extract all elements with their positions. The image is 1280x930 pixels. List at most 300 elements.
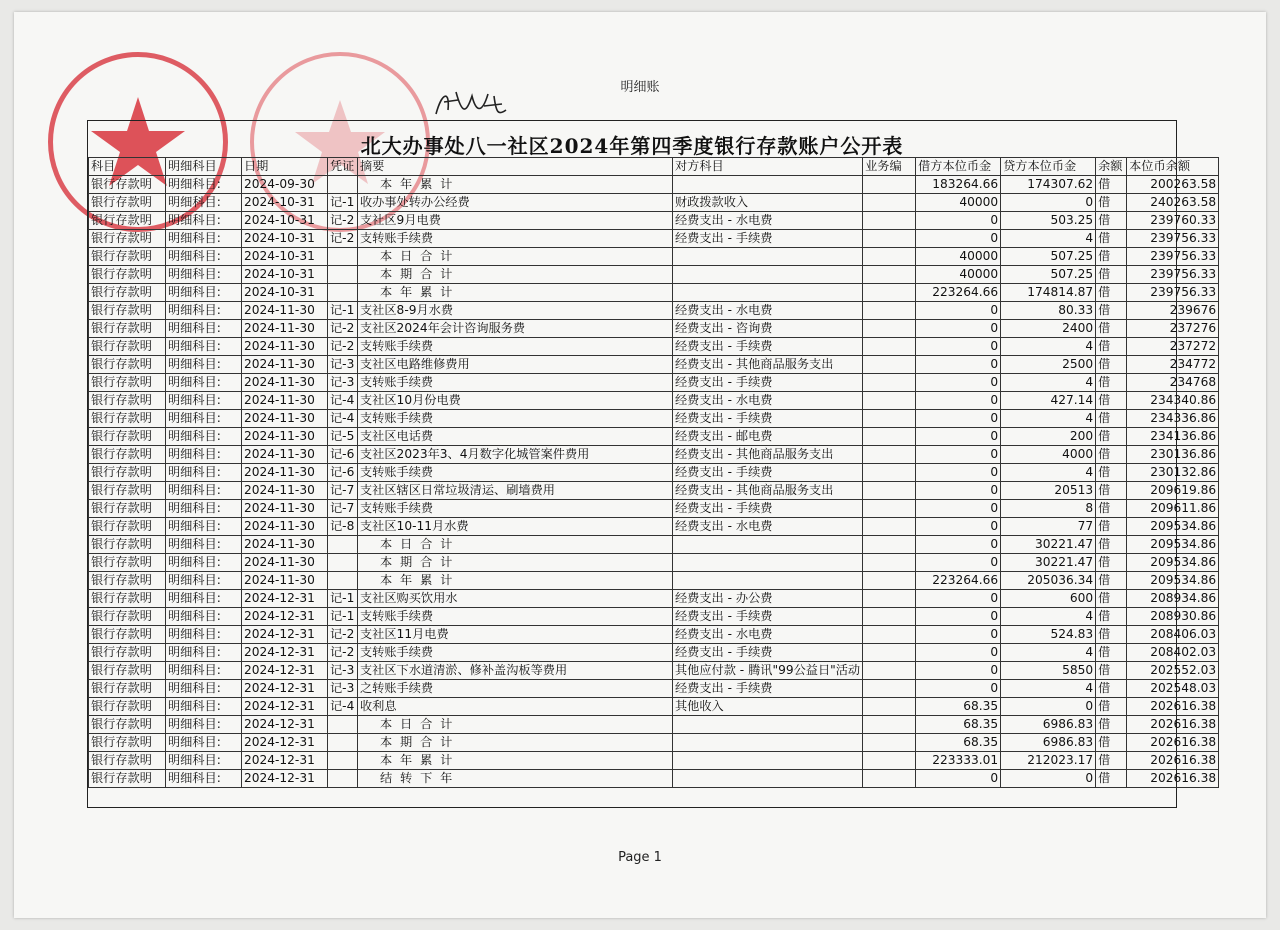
balance-cell: 202616.38 <box>1127 770 1219 788</box>
business-code-cell <box>863 194 916 212</box>
business-code-cell <box>863 608 916 626</box>
sub-account-cell: 明细科目: <box>166 446 242 464</box>
date-cell: 2024-11-30 <box>242 554 328 572</box>
sub-account-cell: 明细科目: <box>166 194 242 212</box>
column-header: 凭证 <box>328 158 358 176</box>
table-row <box>89 518 1219 536</box>
table-header-row <box>89 158 1219 176</box>
summary-cell: 支转账手续费 <box>358 230 673 248</box>
account-cell: 银行存款明 <box>89 374 166 392</box>
summary-cell: 支社区电路维修费用 <box>358 356 673 374</box>
date-cell: 2024-11-30 <box>242 374 328 392</box>
date-cell: 2024-12-31 <box>242 626 328 644</box>
table-row <box>89 446 1219 464</box>
sub-account-cell: 明细科目: <box>166 410 242 428</box>
counter-account-cell <box>673 176 863 194</box>
account-cell: 银行存款明 <box>89 680 166 698</box>
sub-account-cell: 明细科目: <box>166 212 242 230</box>
date-cell: 2024-12-31 <box>242 680 328 698</box>
business-code-cell <box>863 554 916 572</box>
table-row <box>89 644 1219 662</box>
voucher-cell: 记-8 <box>328 518 358 536</box>
voucher-cell <box>328 266 358 284</box>
account-cell: 银行存款明 <box>89 482 166 500</box>
direction-cell: 借 <box>1096 536 1127 554</box>
counter-account-cell: 经费支出 - 手续费 <box>673 680 863 698</box>
table-row <box>89 410 1219 428</box>
credit-cell: 30221.47 <box>1001 554 1096 572</box>
counter-account-cell: 经费支出 - 手续费 <box>673 644 863 662</box>
voucher-cell: 记-2 <box>328 230 358 248</box>
debit-cell: 0 <box>916 446 1001 464</box>
table-row <box>89 482 1219 500</box>
sub-account-cell: 明细科目: <box>166 662 242 680</box>
table-row <box>89 320 1219 338</box>
summary-cell: 本 年 累 计 <box>358 284 673 302</box>
debit-cell: 40000 <box>916 194 1001 212</box>
credit-cell: 0 <box>1001 194 1096 212</box>
voucher-cell <box>328 176 358 194</box>
voucher-cell: 记-4 <box>328 410 358 428</box>
voucher-cell: 记-6 <box>328 446 358 464</box>
counter-account-cell <box>673 248 863 266</box>
sub-account-cell: 明细科目: <box>166 356 242 374</box>
credit-cell: 6986.83 <box>1001 734 1096 752</box>
voucher-cell: 记-2 <box>328 644 358 662</box>
direction-cell: 借 <box>1096 500 1127 518</box>
debit-cell: 223264.66 <box>916 572 1001 590</box>
table-row <box>89 428 1219 446</box>
counter-account-cell: 经费支出 - 手续费 <box>673 410 863 428</box>
sub-account-cell: 明细科目: <box>166 554 242 572</box>
balance-cell: 234136.86 <box>1127 428 1219 446</box>
counter-account-cell: 财政拨款收入 <box>673 194 863 212</box>
direction-cell: 借 <box>1096 338 1127 356</box>
voucher-cell <box>328 536 358 554</box>
column-header: 科目 <box>89 158 166 176</box>
date-cell: 2024-12-31 <box>242 752 328 770</box>
credit-cell: 77 <box>1001 518 1096 536</box>
sub-account-cell: 明细科目: <box>166 266 242 284</box>
debit-cell: 0 <box>916 626 1001 644</box>
summary-cell: 支社区辖区日常垃圾清运、刷墙费用 <box>358 482 673 500</box>
account-cell: 银行存款明 <box>89 194 166 212</box>
credit-cell: 174307.62 <box>1001 176 1096 194</box>
balance-cell: 239676 <box>1127 302 1219 320</box>
credit-cell: 4 <box>1001 410 1096 428</box>
debit-cell: 223264.66 <box>916 284 1001 302</box>
business-code-cell <box>863 716 916 734</box>
column-header: 贷方本位币金 <box>1001 158 1096 176</box>
page-number: Page 1 <box>618 850 662 865</box>
direction-cell: 借 <box>1096 608 1127 626</box>
debit-cell: 183264.66 <box>916 176 1001 194</box>
balance-cell: 209534.86 <box>1127 554 1219 572</box>
balance-cell: 209534.86 <box>1127 572 1219 590</box>
table-row <box>89 212 1219 230</box>
date-cell: 2024-10-31 <box>242 212 328 230</box>
sub-account-cell: 明细科目: <box>166 518 242 536</box>
voucher-cell: 记-7 <box>328 482 358 500</box>
table-row <box>89 590 1219 608</box>
date-cell: 2024-11-30 <box>242 320 328 338</box>
summary-cell: 本 期 合 计 <box>358 734 673 752</box>
business-code-cell <box>863 734 916 752</box>
account-cell: 银行存款明 <box>89 338 166 356</box>
voucher-cell: 记-2 <box>328 212 358 230</box>
voucher-cell <box>328 248 358 266</box>
debit-cell: 0 <box>916 464 1001 482</box>
date-cell: 2024-11-30 <box>242 518 328 536</box>
counter-account-cell: 经费支出 - 其他商品服务支出 <box>673 446 863 464</box>
sub-account-cell: 明细科目: <box>166 428 242 446</box>
balance-cell: 239756.33 <box>1127 230 1219 248</box>
table-row <box>89 608 1219 626</box>
direction-cell: 借 <box>1096 194 1127 212</box>
direction-cell: 借 <box>1096 554 1127 572</box>
direction-cell: 借 <box>1096 590 1127 608</box>
balance-cell: 208402.03 <box>1127 644 1219 662</box>
direction-cell: 借 <box>1096 464 1127 482</box>
debit-cell: 223333.01 <box>916 752 1001 770</box>
column-header: 业务编 <box>863 158 916 176</box>
business-code-cell <box>863 482 916 500</box>
balance-cell: 208406.03 <box>1127 626 1219 644</box>
debit-cell: 40000 <box>916 266 1001 284</box>
table-row <box>89 680 1219 698</box>
balance-cell: 239756.33 <box>1127 284 1219 302</box>
voucher-cell: 记-7 <box>328 500 358 518</box>
table-row <box>89 176 1219 194</box>
balance-cell: 234768 <box>1127 374 1219 392</box>
table-row <box>89 752 1219 770</box>
counter-account-cell <box>673 266 863 284</box>
counter-account-cell <box>673 554 863 572</box>
debit-cell: 0 <box>916 392 1001 410</box>
summary-cell: 支社区电话费 <box>358 428 673 446</box>
account-cell: 银行存款明 <box>89 644 166 662</box>
direction-cell: 借 <box>1096 374 1127 392</box>
direction-cell: 借 <box>1096 626 1127 644</box>
date-cell: 2024-11-30 <box>242 356 328 374</box>
debit-cell: 0 <box>916 554 1001 572</box>
column-header: 本位币余额 <box>1127 158 1219 176</box>
table-row <box>89 464 1219 482</box>
account-cell: 银行存款明 <box>89 212 166 230</box>
debit-cell: 0 <box>916 356 1001 374</box>
business-code-cell <box>863 248 916 266</box>
sub-account-cell: 明细科目: <box>166 644 242 662</box>
credit-cell: 212023.17 <box>1001 752 1096 770</box>
account-cell: 银行存款明 <box>89 410 166 428</box>
direction-cell: 借 <box>1096 734 1127 752</box>
business-code-cell <box>863 680 916 698</box>
sub-account-cell: 明细科目: <box>166 572 242 590</box>
business-code-cell <box>863 518 916 536</box>
date-cell: 2024-10-31 <box>242 230 328 248</box>
account-cell: 银行存款明 <box>89 230 166 248</box>
debit-cell: 0 <box>916 500 1001 518</box>
voucher-cell <box>328 284 358 302</box>
table-row <box>89 356 1219 374</box>
date-cell: 2024-11-30 <box>242 482 328 500</box>
credit-cell: 174814.87 <box>1001 284 1096 302</box>
account-cell: 银行存款明 <box>89 662 166 680</box>
account-cell: 银行存款明 <box>89 518 166 536</box>
balance-cell: 230136.86 <box>1127 446 1219 464</box>
direction-cell: 借 <box>1096 392 1127 410</box>
sub-account-cell: 明细科目: <box>166 752 242 770</box>
summary-cell: 支转账手续费 <box>358 500 673 518</box>
counter-account-cell: 经费支出 - 办公费 <box>673 590 863 608</box>
table-row <box>89 194 1219 212</box>
summary-cell: 支社区8-9月水费 <box>358 302 673 320</box>
direction-cell: 借 <box>1096 266 1127 284</box>
account-cell: 银行存款明 <box>89 446 166 464</box>
date-cell: 2024-12-31 <box>242 734 328 752</box>
date-cell: 2024-12-31 <box>242 698 328 716</box>
summary-cell: 本 年 累 计 <box>358 572 673 590</box>
date-cell: 2024-09-30 <box>242 176 328 194</box>
counter-account-cell <box>673 734 863 752</box>
voucher-cell: 记-4 <box>328 392 358 410</box>
direction-cell: 借 <box>1096 230 1127 248</box>
counter-account-cell: 经费支出 - 手续费 <box>673 230 863 248</box>
counter-account-cell: 经费支出 - 水电费 <box>673 212 863 230</box>
sub-account-cell: 明细科目: <box>166 716 242 734</box>
ledger-body <box>89 176 1219 788</box>
account-cell: 银行存款明 <box>89 266 166 284</box>
credit-cell: 5850 <box>1001 662 1096 680</box>
counter-account-cell <box>673 716 863 734</box>
sub-account-cell: 明细科目: <box>166 734 242 752</box>
table-row <box>89 230 1219 248</box>
account-cell: 银行存款明 <box>89 698 166 716</box>
debit-cell: 0 <box>916 320 1001 338</box>
direction-cell: 借 <box>1096 428 1127 446</box>
summary-cell: 本 年 累 计 <box>358 176 673 194</box>
voucher-cell <box>328 554 358 572</box>
table-row <box>89 716 1219 734</box>
date-cell: 2024-10-31 <box>242 284 328 302</box>
date-cell: 2024-12-31 <box>242 716 328 734</box>
balance-cell: 230132.86 <box>1127 464 1219 482</box>
summary-cell: 之转账手续费 <box>358 680 673 698</box>
summary-cell: 支转账手续费 <box>358 338 673 356</box>
debit-cell: 0 <box>916 230 1001 248</box>
balance-cell: 208934.86 <box>1127 590 1219 608</box>
voucher-cell <box>328 572 358 590</box>
date-cell: 2024-12-31 <box>242 608 328 626</box>
voucher-cell: 记-2 <box>328 626 358 644</box>
direction-cell: 借 <box>1096 698 1127 716</box>
business-code-cell <box>863 770 916 788</box>
account-cell: 银行存款明 <box>89 248 166 266</box>
direction-cell: 借 <box>1096 770 1127 788</box>
direction-cell: 借 <box>1096 716 1127 734</box>
balance-cell: 202616.38 <box>1127 716 1219 734</box>
sub-account-cell: 明细科目: <box>166 770 242 788</box>
sub-account-cell: 明细科目: <box>166 590 242 608</box>
summary-cell: 支转账手续费 <box>358 464 673 482</box>
credit-cell: 427.14 <box>1001 392 1096 410</box>
column-header: 摘要 <box>358 158 673 176</box>
column-header: 日期 <box>242 158 328 176</box>
balance-cell: 237272 <box>1127 338 1219 356</box>
sub-account-cell: 明细科目: <box>166 320 242 338</box>
voucher-cell: 记-5 <box>328 428 358 446</box>
business-code-cell <box>863 392 916 410</box>
balance-cell: 202616.38 <box>1127 752 1219 770</box>
account-cell: 银行存款明 <box>89 356 166 374</box>
business-code-cell <box>863 644 916 662</box>
debit-cell: 0 <box>916 608 1001 626</box>
sub-account-cell: 明细科目: <box>166 302 242 320</box>
date-cell: 2024-11-30 <box>242 410 328 428</box>
counter-account-cell: 经费支出 - 水电费 <box>673 626 863 644</box>
voucher-cell: 记-1 <box>328 590 358 608</box>
summary-cell: 本 年 累 计 <box>358 752 673 770</box>
handwritten-signature <box>432 84 512 124</box>
balance-cell: 200263.58 <box>1127 176 1219 194</box>
credit-cell: 507.25 <box>1001 266 1096 284</box>
table-row <box>89 284 1219 302</box>
balance-cell: 234772 <box>1127 356 1219 374</box>
business-code-cell <box>863 212 916 230</box>
date-cell: 2024-10-31 <box>242 248 328 266</box>
date-cell: 2024-12-31 <box>242 662 328 680</box>
business-code-cell <box>863 410 916 428</box>
debit-cell: 0 <box>916 302 1001 320</box>
voucher-cell: 记-4 <box>328 698 358 716</box>
debit-cell: 40000 <box>916 248 1001 266</box>
sub-account-cell: 明细科目: <box>166 698 242 716</box>
direction-cell: 借 <box>1096 176 1127 194</box>
credit-cell: 503.25 <box>1001 212 1096 230</box>
counter-account-cell: 经费支出 - 手续费 <box>673 374 863 392</box>
date-cell: 2024-10-31 <box>242 194 328 212</box>
direction-cell: 借 <box>1096 248 1127 266</box>
sub-account-cell: 明细科目: <box>166 374 242 392</box>
business-code-cell <box>863 266 916 284</box>
direction-cell: 借 <box>1096 212 1127 230</box>
business-code-cell <box>863 500 916 518</box>
business-code-cell <box>863 284 916 302</box>
voucher-cell <box>328 734 358 752</box>
debit-cell: 0 <box>916 662 1001 680</box>
table-row <box>89 392 1219 410</box>
date-cell: 2024-11-30 <box>242 464 328 482</box>
voucher-cell: 记-3 <box>328 356 358 374</box>
debit-cell: 0 <box>916 770 1001 788</box>
direction-cell: 借 <box>1096 752 1127 770</box>
credit-cell: 20513 <box>1001 482 1096 500</box>
counter-account-cell: 经费支出 - 其他商品服务支出 <box>673 356 863 374</box>
voucher-cell: 记-2 <box>328 320 358 338</box>
direction-cell: 借 <box>1096 410 1127 428</box>
table-row <box>89 302 1219 320</box>
account-cell: 银行存款明 <box>89 500 166 518</box>
counter-account-cell <box>673 752 863 770</box>
account-cell: 银行存款明 <box>89 284 166 302</box>
date-cell: 2024-11-30 <box>242 572 328 590</box>
credit-cell: 8 <box>1001 500 1096 518</box>
summary-cell: 支社区2024年会计咨询服务费 <box>358 320 673 338</box>
account-cell: 银行存款明 <box>89 302 166 320</box>
business-code-cell <box>863 230 916 248</box>
account-cell: 银行存款明 <box>89 392 166 410</box>
summary-cell: 支社区11月电费 <box>358 626 673 644</box>
balance-cell: 209619.86 <box>1127 482 1219 500</box>
date-cell: 2024-11-30 <box>242 446 328 464</box>
balance-cell: 239756.33 <box>1127 248 1219 266</box>
date-cell: 2024-10-31 <box>242 266 328 284</box>
column-header: 对方科目 <box>673 158 863 176</box>
credit-cell: 4 <box>1001 374 1096 392</box>
credit-cell: 200 <box>1001 428 1096 446</box>
account-cell: 银行存款明 <box>89 770 166 788</box>
credit-cell: 0 <box>1001 698 1096 716</box>
counter-account-cell: 经费支出 - 水电费 <box>673 302 863 320</box>
debit-cell: 0 <box>916 482 1001 500</box>
debit-cell: 0 <box>916 590 1001 608</box>
ledger-table <box>88 157 1219 788</box>
sub-account-cell: 明细科目: <box>166 680 242 698</box>
direction-cell: 借 <box>1096 644 1127 662</box>
business-code-cell <box>863 338 916 356</box>
table-row <box>89 338 1219 356</box>
credit-cell: 4 <box>1001 230 1096 248</box>
balance-cell: 234340.86 <box>1127 392 1219 410</box>
account-cell: 银行存款明 <box>89 752 166 770</box>
debit-cell: 68.35 <box>916 716 1001 734</box>
balance-cell: 237276 <box>1127 320 1219 338</box>
voucher-cell: 记-1 <box>328 302 358 320</box>
table-row <box>89 626 1219 644</box>
date-cell: 2024-11-30 <box>242 500 328 518</box>
counter-account-cell: 经费支出 - 咨询费 <box>673 320 863 338</box>
sub-account-cell: 明细科目: <box>166 392 242 410</box>
account-cell: 银行存款明 <box>89 176 166 194</box>
debit-cell: 0 <box>916 644 1001 662</box>
credit-cell: 2500 <box>1001 356 1096 374</box>
debit-cell: 0 <box>916 680 1001 698</box>
credit-cell: 524.83 <box>1001 626 1096 644</box>
table-row <box>89 734 1219 752</box>
business-code-cell <box>863 428 916 446</box>
direction-cell: 借 <box>1096 482 1127 500</box>
credit-cell: 80.33 <box>1001 302 1096 320</box>
business-code-cell <box>863 752 916 770</box>
account-cell: 银行存款明 <box>89 572 166 590</box>
voucher-cell <box>328 770 358 788</box>
debit-cell: 0 <box>916 212 1001 230</box>
balance-cell: 202616.38 <box>1127 698 1219 716</box>
voucher-cell: 记-3 <box>328 374 358 392</box>
business-code-cell <box>863 176 916 194</box>
credit-cell: 6986.83 <box>1001 716 1096 734</box>
table-row <box>89 770 1219 788</box>
summary-cell: 支社区10月份电费 <box>358 392 673 410</box>
voucher-cell: 记-2 <box>328 338 358 356</box>
account-cell: 银行存款明 <box>89 608 166 626</box>
account-cell: 银行存款明 <box>89 590 166 608</box>
date-cell: 2024-11-30 <box>242 392 328 410</box>
credit-cell: 4 <box>1001 338 1096 356</box>
voucher-cell: 记-3 <box>328 662 358 680</box>
sub-account-cell: 明细科目: <box>166 338 242 356</box>
table-row <box>89 500 1219 518</box>
